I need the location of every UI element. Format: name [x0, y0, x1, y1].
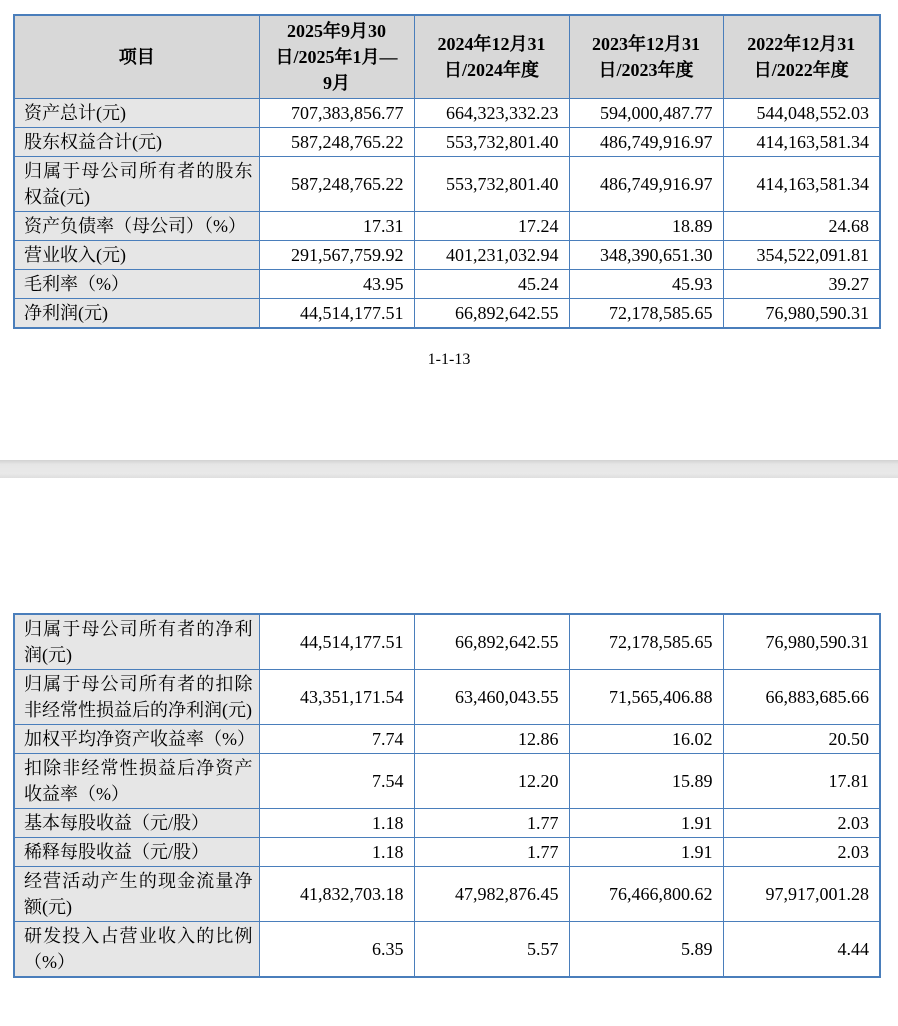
row-value-cell: 76,980,590.31	[723, 299, 880, 329]
column-header-period: 2025年9月30日/2025年1月—9月	[259, 15, 414, 99]
table-row	[14, 270, 880, 299]
row-value-cell: 544,048,552.03	[723, 99, 880, 128]
row-label-cell: 资产总计(元)	[14, 99, 259, 128]
table-row	[14, 809, 880, 838]
row-value-cell: 2.03	[723, 838, 880, 867]
row-label-cell: 经营活动产生的现金流量净额(元)	[14, 867, 259, 922]
table-row	[14, 299, 880, 329]
row-label-cell: 稀释每股收益（元/股）	[14, 838, 259, 867]
row-value-cell: 553,732,801.40	[414, 157, 569, 212]
row-label-cell: 股东权益合计(元)	[14, 128, 259, 157]
row-value-cell: 1.91	[569, 838, 723, 867]
row-label-cell: 资产负债率（母公司）（%）	[14, 212, 259, 241]
row-value-cell: 414,163,581.34	[723, 157, 880, 212]
row-value-cell: 76,980,590.31	[723, 614, 880, 670]
table-row	[14, 128, 880, 157]
row-label-cell: 净利润(元)	[14, 299, 259, 329]
row-value-cell: 587,248,765.22	[259, 128, 414, 157]
row-value-cell: 414,163,581.34	[723, 128, 880, 157]
row-label-cell: 营业收入(元)	[14, 241, 259, 270]
row-value-cell: 72,178,585.65	[569, 614, 723, 670]
table-row	[14, 614, 880, 670]
row-value-cell: 664,323,332.23	[414, 99, 569, 128]
row-value-cell: 2.03	[723, 809, 880, 838]
page-break-separator	[0, 460, 898, 478]
financial-summary-table-top	[13, 14, 881, 329]
row-value-cell: 1.77	[414, 838, 569, 867]
row-value-cell: 45.93	[569, 270, 723, 299]
row-value-cell: 707,383,856.77	[259, 99, 414, 128]
row-value-cell: 63,460,043.55	[414, 670, 569, 725]
row-value-cell: 47,982,876.45	[414, 867, 569, 922]
row-label-cell: 加权平均净资产收益率（%）	[14, 725, 259, 754]
row-label-cell: 归属于母公司所有者的扣除非经常性损益后的净利润(元)	[14, 670, 259, 725]
table-header-row	[14, 15, 880, 99]
row-value-cell: 66,892,642.55	[414, 614, 569, 670]
row-value-cell: 5.57	[414, 922, 569, 978]
row-value-cell: 41,832,703.18	[259, 867, 414, 922]
row-label-cell: 基本每股收益（元/股）	[14, 809, 259, 838]
page-number: 1-1-13	[427, 351, 471, 368]
row-value-cell: 401,231,032.94	[414, 241, 569, 270]
row-label-cell: 研发投入占营业收入的比例（%）	[14, 922, 259, 978]
table-row	[14, 670, 880, 725]
row-value-cell: 97,917,001.28	[723, 867, 880, 922]
row-label-cell: 毛利率（%）	[14, 270, 259, 299]
row-value-cell: 39.27	[723, 270, 880, 299]
row-value-cell: 1.18	[259, 809, 414, 838]
row-value-cell: 354,522,091.81	[723, 241, 880, 270]
financial-summary-table-bottom	[13, 613, 881, 978]
row-label-cell: 归属于母公司所有者的净利润(元)	[14, 614, 259, 670]
row-value-cell: 44,514,177.51	[259, 614, 414, 670]
row-value-cell: 24.68	[723, 212, 880, 241]
row-label-cell: 扣除非经常性损益后净资产收益率（%）	[14, 754, 259, 809]
row-value-cell: 66,892,642.55	[414, 299, 569, 329]
row-value-cell: 71,565,406.88	[569, 670, 723, 725]
row-value-cell: 72,178,585.65	[569, 299, 723, 329]
row-value-cell: 43,351,171.54	[259, 670, 414, 725]
row-value-cell: 1.91	[569, 809, 723, 838]
row-value-cell: 17.31	[259, 212, 414, 241]
table-row	[14, 838, 880, 867]
row-value-cell: 66,883,685.66	[723, 670, 880, 725]
table-row	[14, 212, 880, 241]
column-header-period: 2022年12月31日/2022年度	[723, 15, 880, 99]
row-value-cell: 348,390,651.30	[569, 241, 723, 270]
row-value-cell: 16.02	[569, 725, 723, 754]
row-value-cell: 291,567,759.92	[259, 241, 414, 270]
row-value-cell: 594,000,487.77	[569, 99, 723, 128]
row-value-cell: 76,466,800.62	[569, 867, 723, 922]
table-row	[14, 725, 880, 754]
row-value-cell: 4.44	[723, 922, 880, 978]
row-value-cell: 7.54	[259, 754, 414, 809]
table-row	[14, 754, 880, 809]
row-value-cell: 20.50	[723, 725, 880, 754]
row-value-cell: 12.86	[414, 725, 569, 754]
row-value-cell: 12.20	[414, 754, 569, 809]
table-row	[14, 157, 880, 212]
row-label-cell: 归属于母公司所有者的股东权益(元)	[14, 157, 259, 212]
row-value-cell: 17.81	[723, 754, 880, 809]
row-value-cell: 45.24	[414, 270, 569, 299]
row-value-cell: 44,514,177.51	[259, 299, 414, 329]
column-header-item: 项目	[14, 15, 259, 99]
table-row	[14, 922, 880, 978]
table-row	[14, 867, 880, 922]
row-value-cell: 587,248,765.22	[259, 157, 414, 212]
row-value-cell: 43.95	[259, 270, 414, 299]
row-value-cell: 18.89	[569, 212, 723, 241]
row-value-cell: 486,749,916.97	[569, 128, 723, 157]
column-header-period: 2023年12月31日/2023年度	[569, 15, 723, 99]
table-row	[14, 241, 880, 270]
row-value-cell: 5.89	[569, 922, 723, 978]
row-value-cell: 17.24	[414, 212, 569, 241]
column-header-period: 2024年12月31日/2024年度	[414, 15, 569, 99]
row-value-cell: 486,749,916.97	[569, 157, 723, 212]
row-value-cell: 15.89	[569, 754, 723, 809]
table-row	[14, 99, 880, 128]
row-value-cell: 1.18	[259, 838, 414, 867]
row-value-cell: 7.74	[259, 725, 414, 754]
row-value-cell: 553,732,801.40	[414, 128, 569, 157]
row-value-cell: 1.77	[414, 809, 569, 838]
row-value-cell: 6.35	[259, 922, 414, 978]
